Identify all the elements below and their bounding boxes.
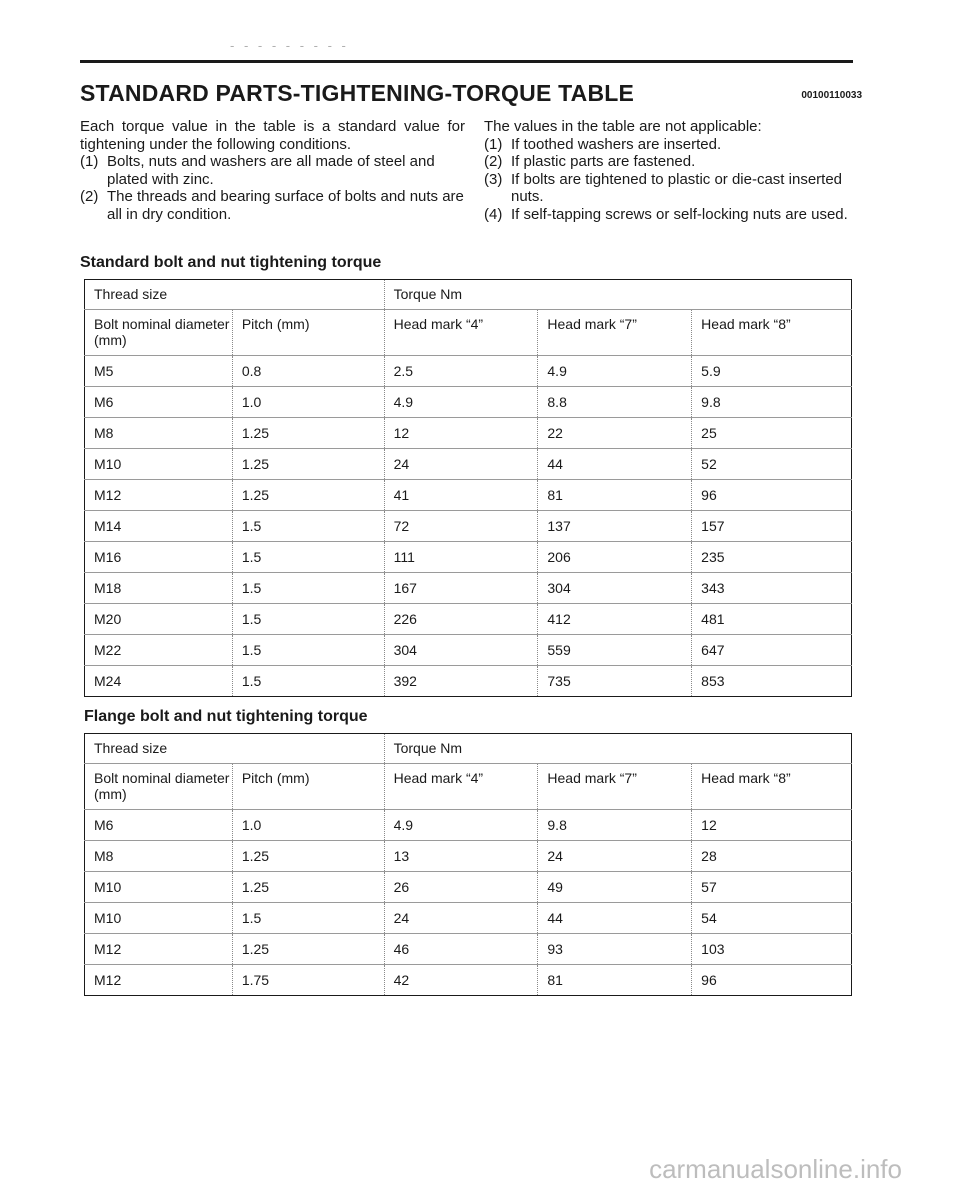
diameter-header: Bolt nominal diameter (mm) (85, 310, 233, 356)
table-cell: 72 (384, 511, 538, 542)
table-cell: 1.25 (232, 449, 384, 480)
table-header-row (85, 734, 852, 764)
table-cell: 24 (384, 449, 538, 480)
table-row (85, 480, 852, 511)
table-cell: 1.5 (232, 573, 384, 604)
table-cell: 46 (384, 934, 538, 965)
condition-item (80, 188, 465, 223)
table-cell: 52 (692, 449, 852, 480)
table-row (85, 511, 852, 542)
table-cell: 647 (692, 635, 852, 666)
table-cell: 235 (692, 542, 852, 573)
table-row (85, 965, 852, 996)
intro-exceptions (484, 118, 854, 224)
head-mark-7-header: Head mark “7” (538, 764, 692, 810)
table-cell: M14 (85, 511, 233, 542)
table-cell: 1.25 (232, 872, 384, 903)
table-row (85, 418, 852, 449)
flange-table-body (85, 734, 852, 996)
thread-size-header: Thread size (85, 280, 385, 310)
table-cell: 1.5 (232, 542, 384, 573)
table-subheader-row (85, 764, 852, 810)
table-row (85, 542, 852, 573)
table-cell: 1.25 (232, 480, 384, 511)
table-row (85, 666, 852, 697)
table-cell: 1.5 (232, 635, 384, 666)
table-cell: 24 (538, 841, 692, 872)
header-rule (80, 60, 853, 63)
standard-table-heading: Standard bolt and nut tightening torque (80, 254, 382, 271)
table-cell: 343 (692, 573, 852, 604)
flange-table-heading: Flange bolt and nut tightening torque (84, 708, 368, 725)
exception-item (484, 171, 854, 206)
table-cell: 1.5 (232, 511, 384, 542)
table-cell: 304 (384, 635, 538, 666)
condition-item (80, 153, 465, 188)
table-cell: 13 (384, 841, 538, 872)
table-cell: M12 (85, 480, 233, 511)
table-cell: 41 (384, 480, 538, 511)
table-cell: 1.0 (232, 810, 384, 841)
table-cell: 49 (538, 872, 692, 903)
intro-conditions (80, 118, 465, 224)
table-row (85, 635, 852, 666)
table-cell: M10 (85, 872, 233, 903)
table-row (85, 356, 852, 387)
pitch-header: Pitch (mm) (232, 310, 384, 356)
table-cell: 1.25 (232, 841, 384, 872)
table-cell: 9.8 (538, 810, 692, 841)
table-cell: 25 (692, 418, 852, 449)
table-cell: 12 (384, 418, 538, 449)
table-cell: 8.8 (538, 387, 692, 418)
table-cell: 4.9 (384, 810, 538, 841)
table-cell: 26 (384, 872, 538, 903)
pitch-header: Pitch (mm) (232, 764, 384, 810)
table-cell: 4.9 (384, 387, 538, 418)
exception-number: (2) (484, 153, 503, 171)
table-cell: 54 (692, 903, 852, 934)
exception-text: If bolts are tightened to plastic or die-cast inserted nuts. (511, 170, 843, 206)
table-cell: 22 (538, 418, 692, 449)
table-cell: 137 (538, 511, 692, 542)
table-row (85, 387, 852, 418)
table-cell: 57 (692, 872, 852, 903)
exception-item (484, 206, 854, 224)
table-cell: 1.25 (232, 934, 384, 965)
table-row (85, 573, 852, 604)
table-cell: 157 (692, 511, 852, 542)
table-cell: M8 (85, 418, 233, 449)
table-cell: 28 (692, 841, 852, 872)
table-cell: 93 (538, 934, 692, 965)
faint-header-text: - - - - - - - - - (230, 38, 349, 53)
intro-exceptions-paragraph: The values in the table are not applicable: (484, 118, 762, 135)
table-cell: 5.9 (692, 356, 852, 387)
table-cell: M12 (94, 972, 122, 988)
table-cell: 4.9 (538, 356, 692, 387)
condition-number: (1) (80, 153, 99, 171)
table-cell: M22 (85, 635, 233, 666)
exception-text: If self-tapping screws or self-locking nuts are used. (511, 205, 848, 223)
table-cell: 81 (538, 965, 692, 996)
table-cell: M10 (85, 449, 233, 480)
table-row (85, 604, 852, 635)
head-mark-4-header: Head mark “4” (384, 310, 538, 356)
flange-torque-table (84, 733, 852, 996)
table-cell: 853 (692, 666, 852, 697)
table-row (85, 449, 852, 480)
table-cell: 103 (692, 934, 852, 965)
head-mark-7-header: Head mark “7” (538, 310, 692, 356)
condition-text: Bolts, nuts and washers are all made of steel and plated with zinc. (107, 153, 435, 188)
exception-item (484, 136, 854, 154)
table-cell: 24 (384, 903, 538, 934)
condition-number: (2) (80, 188, 99, 206)
table-cell: M24 (94, 673, 122, 689)
table-cell: 735 (538, 666, 692, 697)
table-cell: 392 (384, 666, 538, 697)
table-cell: 44 (538, 449, 692, 480)
head-mark-8-header: Head mark “8” (692, 764, 852, 810)
table-cell: 81 (538, 480, 692, 511)
table-cell: 1.5 (232, 903, 384, 934)
table-cell: 167 (384, 573, 538, 604)
table-cell: M20 (85, 604, 233, 635)
table-cell: 1.5 (232, 604, 384, 635)
exception-item (484, 153, 854, 171)
head-mark-4-header: Head mark “4” (384, 764, 538, 810)
document-id: 00100110033 (801, 90, 862, 101)
standard-table-body (85, 280, 852, 697)
exception-number: (4) (484, 205, 503, 223)
intro-conditions-paragraph: Each torque value in the table is a standard value for tightening under the following conditions. (80, 118, 465, 153)
thread-size-header: Thread size (85, 734, 385, 764)
table-cell: 9.8 (692, 387, 852, 418)
table-cell: 1.75 (232, 965, 384, 996)
table-cell: 96 (692, 480, 852, 511)
page-title: STANDARD PARTS-TIGHTENING-TORQUE TABLE (80, 80, 635, 106)
table-cell: M12 (85, 934, 233, 965)
table-cell: 44 (538, 903, 692, 934)
table-cell: 1.0 (232, 387, 384, 418)
table-cell: 2.5 (384, 356, 538, 387)
table-cell: 42 (384, 965, 538, 996)
table-row (85, 872, 852, 903)
table-cell: 481 (692, 604, 852, 635)
exception-number: (3) (484, 170, 503, 188)
condition-text: The threads and bearing surface of bolts and nuts are all in dry condition. (107, 188, 464, 223)
table-cell: 96 (692, 965, 852, 996)
table-row (85, 903, 852, 934)
table-cell: M16 (85, 542, 233, 573)
table-cell: M8 (85, 841, 233, 872)
head-mark-8-header: Head mark “8” (692, 310, 852, 356)
table-row (85, 841, 852, 872)
table-cell: 1.25 (232, 418, 384, 449)
exception-text: If toothed washers are inserted. (511, 135, 722, 153)
watermark: carmanualsonline.info (649, 1154, 902, 1184)
table-cell: M18 (85, 573, 233, 604)
exception-number: (1) (484, 135, 503, 153)
table-row (85, 810, 852, 841)
table-subheader-row (85, 310, 852, 356)
table-row (85, 934, 852, 965)
exception-text: If plastic parts are fastened. (511, 153, 696, 171)
table-cell: 206 (538, 542, 692, 573)
table-cell: 1.5 (232, 666, 384, 697)
table-cell: 0.8 (232, 356, 384, 387)
table-cell: M6 (85, 387, 233, 418)
table-cell: 226 (384, 604, 538, 635)
table-cell: 412 (538, 604, 692, 635)
table-cell: 12 (692, 810, 852, 841)
standard-torque-table (84, 279, 852, 697)
table-cell: M5 (85, 356, 233, 387)
table-cell: 304 (538, 573, 692, 604)
table-cell: M10 (85, 903, 233, 934)
table-cell: 559 (538, 635, 692, 666)
torque-header: Torque Nm (384, 734, 851, 764)
table-cell: 111 (384, 542, 538, 573)
table-cell: M6 (85, 810, 233, 841)
diameter-header: Bolt nominal diameter (mm) (85, 764, 233, 810)
table-header-row (85, 280, 852, 310)
torque-header: Torque Nm (384, 280, 851, 310)
